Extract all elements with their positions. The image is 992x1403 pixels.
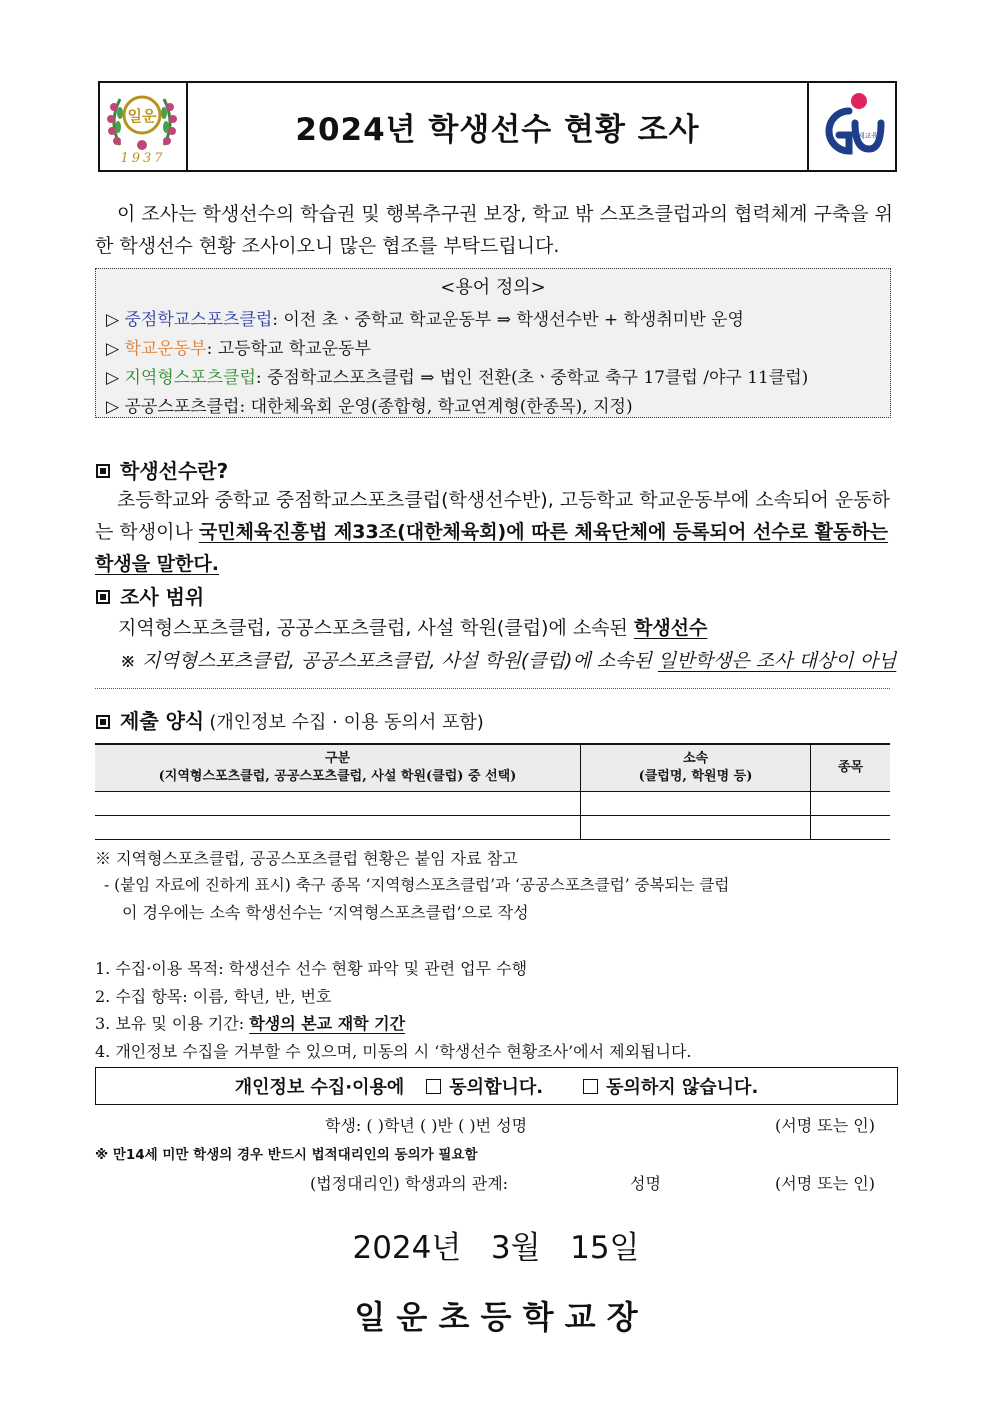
section2-paragraph bbox=[118, 612, 707, 644]
triangle-bullet-icon: ▷ bbox=[106, 397, 120, 417]
table-row bbox=[95, 816, 890, 840]
section2-note-text: ※ 지역형스포츠클럽, 공공스포츠클럽, 사설 학원(클럽)에 소속된 bbox=[120, 650, 658, 672]
section-heading-text: 학생선수란? bbox=[120, 459, 229, 483]
triangle-bullet-icon: ▷ bbox=[106, 310, 120, 330]
svg-text:일운: 일운 bbox=[127, 107, 157, 125]
square-bullet-icon bbox=[96, 715, 110, 729]
agree-option[interactable] bbox=[426, 1073, 543, 1099]
privacy-item bbox=[95, 1011, 405, 1034]
divider bbox=[95, 688, 890, 689]
section1-emphasis: 국민체육진흥법 제33조(대한체육회)에 따른 체육단체에 등록되어 선수로 활동하는 학생을 말한다. bbox=[95, 521, 889, 575]
section2-note bbox=[120, 645, 896, 677]
square-bullet-icon bbox=[96, 464, 110, 478]
col-sport-header: 종목 bbox=[811, 744, 891, 792]
student-signature-mark: (서명 또는 인) bbox=[775, 1116, 875, 1135]
privacy-retention-period: 학생의 본교 재학 기간 bbox=[249, 1014, 406, 1033]
term-name: 학교운동부 bbox=[124, 339, 207, 359]
category-cell[interactable] bbox=[95, 816, 581, 840]
header-line: (지역형스포츠클럽, 공공스포츠클럽, 사설 학원(클럽) 중 선택) bbox=[158, 769, 517, 784]
disagree-option[interactable] bbox=[583, 1073, 758, 1099]
term-item bbox=[106, 392, 633, 417]
term-name: 지역형스포츠클럽 bbox=[124, 368, 256, 388]
terms-box bbox=[95, 268, 891, 418]
header-line: 구분 bbox=[324, 751, 351, 766]
document-date: 2024년 3월 15일 bbox=[352, 1230, 640, 1266]
submission-form-table bbox=[95, 743, 890, 840]
term-item bbox=[106, 363, 808, 388]
table-row bbox=[95, 792, 890, 816]
privacy-item: 1. 수집·이용 목적: 학생선수 선수 현황 파악 및 관련 업무 수행 bbox=[95, 959, 528, 978]
note-line: - (붙임 자료에 진하게 표시) 축구 종목 ‘지역형스포츠클럽’과 ‘공공스포츠클럽’ 중복되는 클럽 bbox=[104, 876, 730, 894]
document-header bbox=[98, 81, 897, 172]
section-heading-student-athlete bbox=[96, 455, 228, 484]
col-affiliation-header bbox=[581, 744, 811, 792]
section2-text: 지역형스포츠클럽, 공공스포츠클럽, 사설 학원(클럽)에 소속된 bbox=[118, 617, 634, 639]
term-item bbox=[106, 305, 744, 330]
consent-box bbox=[95, 1067, 898, 1105]
education-office-logo-text: 거제교육 bbox=[851, 132, 879, 140]
principal-signature: 일 운 초 등 학 교 장 bbox=[354, 1298, 638, 1336]
section2-emphasis: 학생선수 bbox=[633, 617, 708, 639]
term-name: 중점학교스포츠클럽 bbox=[124, 310, 273, 330]
affiliation-cell[interactable] bbox=[581, 792, 811, 816]
disagree-checkbox[interactable] bbox=[583, 1079, 598, 1094]
term-desc: : 대한체육회 운영(종합형, 학교연계형(한종목), 지정) bbox=[239, 397, 633, 417]
guardian-name-label: 성명 bbox=[630, 1174, 661, 1193]
school-logo bbox=[100, 83, 188, 170]
header-line: 소속 bbox=[682, 751, 709, 766]
page-title: 2024년 학생선수 현황 조사 bbox=[295, 112, 700, 148]
section-heading-text: 조사 범위 bbox=[120, 585, 205, 609]
disagree-label: 동의하지 않습니다. bbox=[606, 1077, 759, 1098]
term-name: 공공스포츠클럽 bbox=[124, 397, 240, 417]
term-desc: : 고등학교 학교운동부 bbox=[206, 339, 371, 359]
header-line: (클럽명, 학원명 등) bbox=[638, 769, 753, 784]
terms-title: <용어 정의> bbox=[440, 277, 546, 298]
school-logo-year: 1937 bbox=[120, 151, 166, 166]
sport-cell[interactable] bbox=[811, 816, 891, 840]
privacy-item: 2. 수집 항목: 이름, 학년, 반, 번호 bbox=[95, 987, 332, 1006]
agree-label: 동의합니다. bbox=[449, 1077, 544, 1098]
section2-note-underlined: 일반학생은 조사 대상이 아님 bbox=[657, 650, 897, 672]
category-cell[interactable] bbox=[95, 792, 581, 816]
section-heading-sub: (개인정보 수집 · 이용 동의서 포함) bbox=[209, 712, 484, 733]
affiliation-cell[interactable] bbox=[581, 816, 811, 840]
privacy-item-text: 3. 보유 및 이용 기간: bbox=[95, 1014, 250, 1033]
col-category-header bbox=[95, 744, 581, 792]
privacy-item: 4. 개인정보 수집을 거부할 수 있으며, 미동의 시 ‘학생선수 현황조사’에서 제외됩니다. bbox=[95, 1042, 692, 1061]
sport-cell[interactable] bbox=[811, 792, 891, 816]
triangle-bullet-icon: ▷ bbox=[106, 339, 120, 359]
intro-paragraph: 이 조사는 학생선수의 학습권 및 행복추구권 보장, 학교 밖 스포츠클럽과의 협력체계 구축을 위한 학생선수 현황 조사이오니 많은 협조를 부탁드립니다. bbox=[95, 203, 893, 257]
agree-checkbox[interactable] bbox=[426, 1079, 441, 1094]
minor-consent-note: ※ 만14세 미만 학생의 경우 반드시 법적대리인의 동의가 필요함 bbox=[95, 1147, 478, 1163]
triangle-bullet-icon: ▷ bbox=[106, 368, 120, 388]
section-heading-text: 제출 양식 bbox=[120, 709, 205, 733]
student-signature-line: 학생: ( )학년 ( )반 ( )번 성명 bbox=[325, 1116, 528, 1135]
square-bullet-icon bbox=[96, 590, 110, 604]
section-heading-scope bbox=[96, 581, 204, 610]
consent-label: 개인정보 수집·이용에 bbox=[234, 1077, 405, 1098]
guardian-relation-line: (법정대리인) 학생과의 관계: bbox=[310, 1174, 509, 1193]
table-header-row bbox=[95, 744, 890, 792]
term-item bbox=[106, 334, 371, 359]
note-line: ※ 지역형스포츠클럽, 공공스포츠클럽 현황은 붙임 자료 참고 bbox=[95, 849, 518, 868]
section-heading-form bbox=[96, 705, 484, 734]
term-desc: : 중점학교스포츠클럽 ⇒ 법인 전환(초ㆍ중학교 축구 17클럽 /야구 11클럽) bbox=[255, 368, 809, 388]
guardian-signature-mark: (서명 또는 인) bbox=[775, 1174, 875, 1193]
education-office-logo bbox=[807, 83, 895, 170]
note-line: 이 경우에는 소속 학생선수는 ‘지역형스포츠클럽’으로 작성 bbox=[122, 903, 529, 922]
section1-paragraph bbox=[95, 484, 898, 580]
term-desc: : 이전 초ㆍ중학교 학교운동부 ⇒ 학생선수반 + 학생취미반 운영 bbox=[272, 310, 744, 330]
section1-text: 초등학교와 중학교 중점학교스포츠클럽(학생선수반), 고등학교 학교운동부에 소속되어 운동하는 학생이나 bbox=[95, 489, 890, 543]
